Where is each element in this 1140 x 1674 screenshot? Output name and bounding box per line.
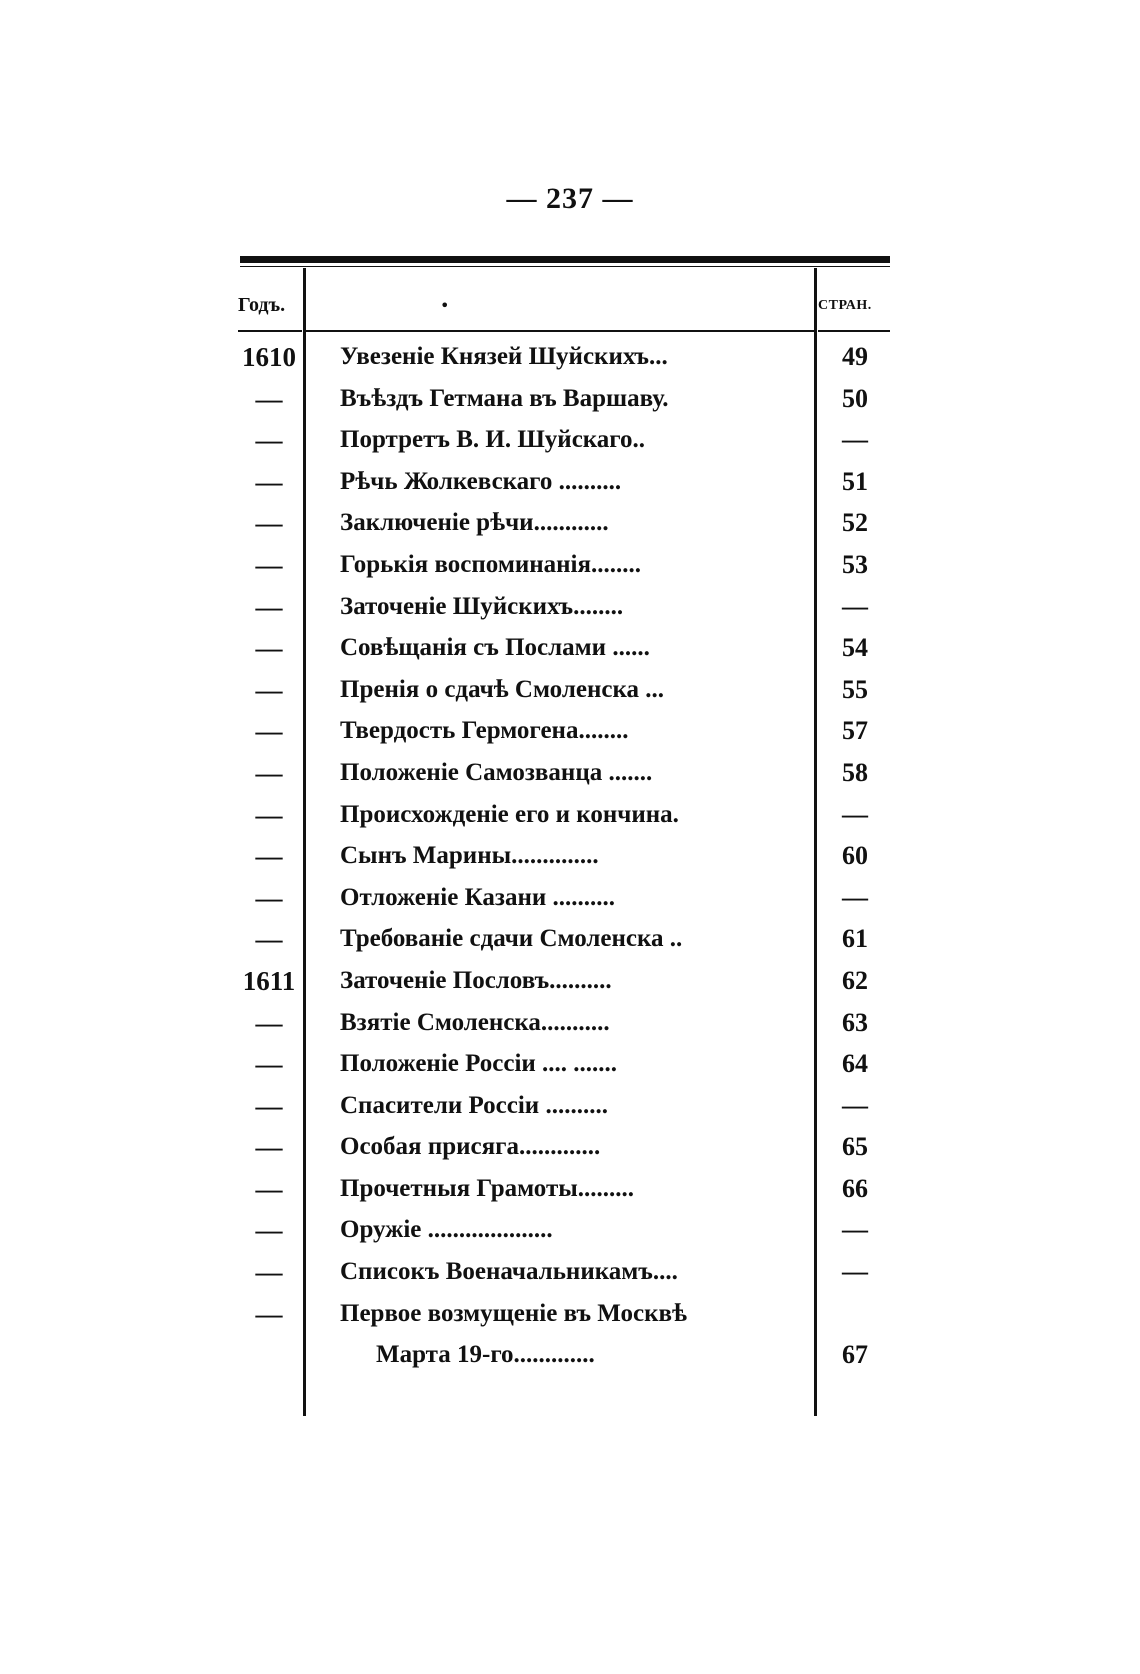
- row-title: Происхожденiе его и кончина.: [340, 800, 679, 828]
- row-page: 61: [842, 924, 868, 954]
- table-row: [0, 546, 1140, 588]
- top-rule-thick: [240, 256, 890, 263]
- table-row: [0, 1295, 1140, 1337]
- row-year: —: [255, 1173, 283, 1204]
- row-title: Особая присяга.............: [340, 1133, 601, 1161]
- table-row: [0, 380, 1140, 422]
- header-year-label: Годъ.: [238, 294, 286, 316]
- row-page: 52: [842, 508, 868, 538]
- row-year: —: [255, 633, 283, 664]
- row-title: Горькiя воспоминанiя........: [340, 550, 642, 578]
- table-row: [0, 588, 1140, 630]
- table-row: [0, 754, 1140, 796]
- row-title: Положенiе Самозванца .......: [340, 758, 653, 786]
- row-title: Рѣчь Жолкевскаго ..........: [340, 467, 622, 495]
- row-title: Прочетныя Грамоты.........: [340, 1174, 635, 1202]
- row-page: 50: [842, 383, 868, 413]
- row-page: 49: [842, 342, 868, 371]
- row-page: —: [842, 799, 868, 829]
- row-year: —: [255, 1215, 283, 1246]
- row-title: Положенiе Россiи .... .......: [340, 1050, 618, 1078]
- table-row: [0, 504, 1140, 546]
- row-title: Въѣздъ Гетмана въ Варшаву.: [340, 384, 669, 412]
- table-row: [0, 1336, 1140, 1378]
- table-row: [0, 712, 1140, 754]
- table-row: [0, 920, 1140, 962]
- row-year: 1611: [242, 965, 296, 996]
- row-page: 58: [842, 757, 868, 787]
- row-year: —: [255, 549, 283, 580]
- table-row: [0, 1170, 1140, 1212]
- row-title: Совѣщанiя съ Послами ......: [340, 634, 650, 662]
- row-page: 57: [842, 716, 868, 746]
- row-year: —: [255, 383, 283, 414]
- row-title: Оружiе ....................: [340, 1216, 553, 1244]
- table-row: [0, 1128, 1140, 1170]
- row-title: Твердость Гермогена........: [340, 717, 629, 745]
- row-page: —: [842, 591, 868, 621]
- table-row: [0, 962, 1140, 1004]
- table-row: [0, 1004, 1140, 1046]
- table-row: [0, 671, 1140, 713]
- row-year: —: [255, 716, 283, 747]
- table-row: [0, 879, 1140, 921]
- row-title: Заточенiе Пословъ..........: [340, 966, 612, 994]
- table-row: [0, 629, 1140, 671]
- table-row: [0, 1253, 1140, 1295]
- row-title: Увезенiе Князей Шуйскихъ...: [340, 343, 668, 370]
- row-page: 53: [842, 549, 868, 579]
- row-page: 63: [842, 1007, 868, 1037]
- row-page: —: [842, 1257, 868, 1287]
- header-page-label: СТРАН.: [818, 298, 872, 313]
- header-rule-year: [238, 330, 302, 332]
- header-rule-title: [306, 330, 814, 332]
- row-title: Пренiя о сдачѣ Смоленска ...: [340, 675, 664, 703]
- table-row: [0, 463, 1140, 505]
- row-year: —: [255, 757, 283, 788]
- row-page: 67: [842, 1340, 868, 1370]
- row-page: 64: [842, 1049, 868, 1079]
- table-of-contents: [0, 338, 1140, 1378]
- table-row: [0, 837, 1140, 879]
- row-year: —: [255, 1298, 283, 1329]
- row-year: —: [255, 508, 283, 539]
- table-row: [0, 1087, 1140, 1129]
- row-page: 66: [842, 1173, 868, 1203]
- row-title: Марта 19-го.............: [376, 1341, 595, 1369]
- table-row: [0, 1211, 1140, 1253]
- row-year: —: [255, 425, 283, 456]
- row-page: 55: [842, 674, 868, 704]
- row-title: Взятiе Смоленска...........: [340, 1008, 610, 1036]
- row-title: Списокъ Военачальникамъ....: [340, 1258, 678, 1286]
- row-year: —: [255, 1090, 283, 1121]
- row-year: —: [255, 591, 283, 622]
- row-year: —: [255, 882, 283, 913]
- row-year: —: [255, 466, 283, 497]
- row-year: —: [255, 1007, 283, 1038]
- header-middle-mark: •: [440, 296, 450, 315]
- table-row: [0, 1045, 1140, 1087]
- row-title: Портретъ В. И. Шуйскаго..: [340, 426, 646, 454]
- row-title: Заключенiе рѣчи............: [340, 509, 609, 537]
- row-title: Спасители Россiи ..........: [340, 1091, 608, 1119]
- table-row: [0, 796, 1140, 838]
- top-rule-thin: [240, 266, 890, 267]
- row-page: 62: [842, 965, 868, 995]
- row-year: —: [255, 799, 283, 830]
- table-row: [0, 338, 1140, 380]
- row-title: Заточенiе Шуйскихъ........: [340, 592, 624, 620]
- row-year: —: [255, 924, 283, 955]
- row-page: —: [842, 1090, 868, 1120]
- row-title: Сынъ Марины..............: [340, 842, 599, 870]
- row-year: —: [255, 1132, 283, 1163]
- row-title: Требованiе сдачи Смоленска ..: [340, 925, 683, 953]
- row-year: 1610: [242, 342, 296, 372]
- row-year: —: [255, 1257, 283, 1288]
- row-page: —: [842, 882, 868, 912]
- row-year: —: [255, 841, 283, 872]
- row-year: —: [255, 1049, 283, 1080]
- row-page: —: [842, 1215, 868, 1245]
- header-rule-page: [818, 330, 890, 332]
- table-row: [0, 421, 1140, 463]
- row-title: Первое возмущенiе въ Москвѣ: [340, 1299, 688, 1327]
- row-page: 60: [842, 841, 868, 871]
- page-number: — 237 —: [506, 182, 634, 215]
- row-page: 54: [842, 633, 868, 663]
- row-page: 51: [842, 466, 868, 496]
- row-year: —: [255, 674, 283, 705]
- row-page: —: [842, 425, 868, 455]
- row-title: Отложенiе Казани ..........: [340, 883, 615, 911]
- row-page: 65: [842, 1132, 868, 1162]
